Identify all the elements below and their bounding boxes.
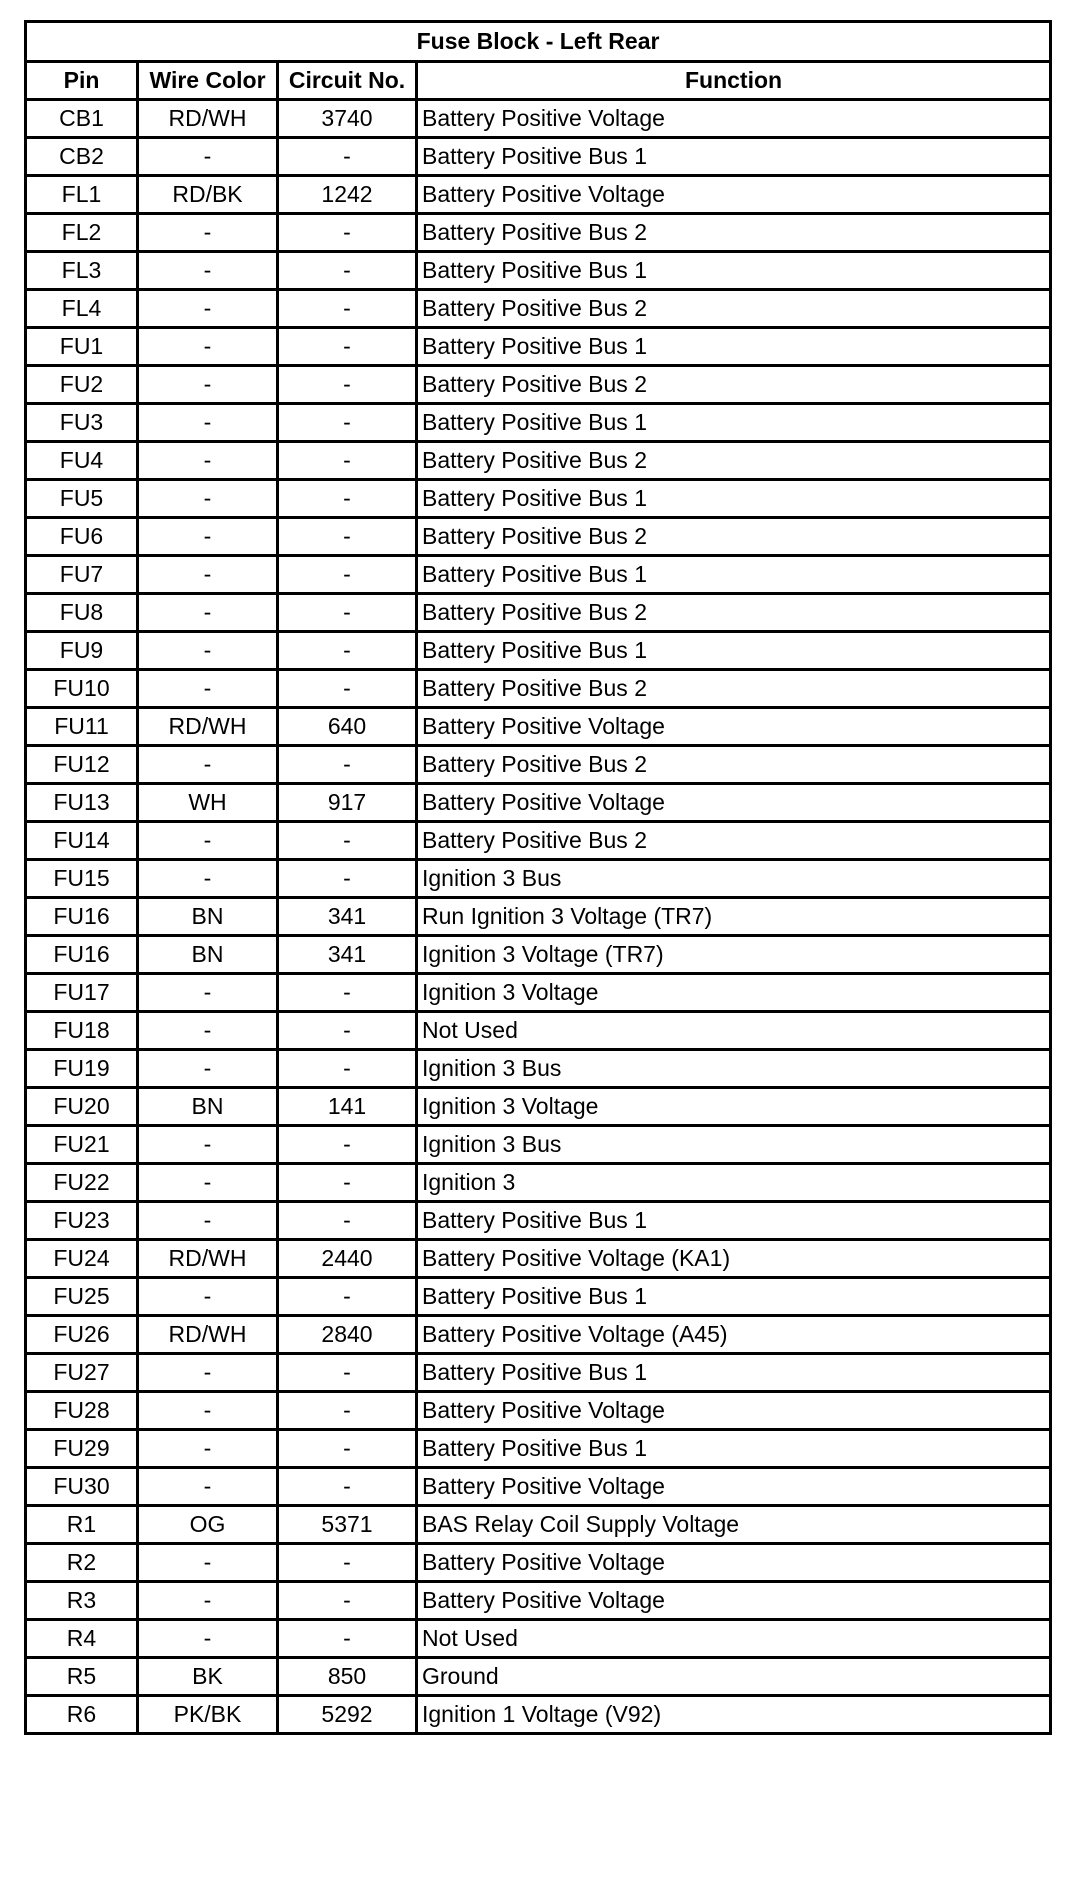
table-row: [26, 1582, 1051, 1620]
pin-cell: CB1: [26, 100, 138, 138]
function-cell: Ignition 3 Bus: [417, 1050, 1051, 1088]
circuit-no-cell: 341: [278, 898, 417, 936]
document-page: [24, 20, 1049, 1735]
pin-cell: FU25: [26, 1278, 138, 1316]
pin-cell: FU21: [26, 1126, 138, 1164]
pin-cell: FU15: [26, 860, 138, 898]
function-cell: Battery Positive Bus 2: [417, 290, 1051, 328]
table-row: [26, 1126, 1051, 1164]
pin-cell: FU2: [26, 366, 138, 404]
pin-cell: FU11: [26, 708, 138, 746]
table-row: [26, 1620, 1051, 1658]
wire-color-cell: -: [138, 1202, 278, 1240]
function-cell: Battery Positive Bus 2: [417, 366, 1051, 404]
wire-color-cell: -: [138, 1012, 278, 1050]
function-cell: Battery Positive Bus 2: [417, 442, 1051, 480]
function-cell: Battery Positive Bus 2: [417, 670, 1051, 708]
function-cell: BAS Relay Coil Supply Voltage: [417, 1506, 1051, 1544]
table-row: [26, 214, 1051, 252]
table-row: [26, 1696, 1051, 1734]
wire-color-cell: RD/WH: [138, 708, 278, 746]
table-row: [26, 556, 1051, 594]
function-cell: Battery Positive Voltage: [417, 1544, 1051, 1582]
table-row: [26, 1202, 1051, 1240]
wire-color-cell: RD/WH: [138, 1240, 278, 1278]
table-row: [26, 176, 1051, 214]
pin-cell: FL1: [26, 176, 138, 214]
function-cell: Ignition 3 Bus: [417, 1126, 1051, 1164]
pin-cell: R1: [26, 1506, 138, 1544]
pin-cell: R3: [26, 1582, 138, 1620]
circuit-no-cell: -: [278, 1278, 417, 1316]
column-header-pin: Pin: [26, 62, 138, 100]
fuse-block-table: [24, 20, 1052, 1735]
table-row: [26, 746, 1051, 784]
wire-color-cell: -: [138, 556, 278, 594]
function-cell: Battery Positive Voltage: [417, 708, 1051, 746]
table-row: [26, 594, 1051, 632]
circuit-no-cell: -: [278, 328, 417, 366]
pin-cell: FU18: [26, 1012, 138, 1050]
circuit-no-cell: -: [278, 1392, 417, 1430]
wire-color-cell: -: [138, 670, 278, 708]
column-header-circuit-no: Circuit No.: [278, 62, 417, 100]
circuit-no-cell: -: [278, 860, 417, 898]
circuit-no-cell: -: [278, 746, 417, 784]
table-row: [26, 1354, 1051, 1392]
circuit-no-cell: -: [278, 518, 417, 556]
wire-color-cell: -: [138, 138, 278, 176]
pin-cell: FU3: [26, 404, 138, 442]
pin-cell: FU16: [26, 898, 138, 936]
pin-cell: FU1: [26, 328, 138, 366]
pin-cell: FU16: [26, 936, 138, 974]
table-row: [26, 252, 1051, 290]
function-cell: Ground: [417, 1658, 1051, 1696]
table-row: [26, 1050, 1051, 1088]
table-row: [26, 442, 1051, 480]
circuit-no-cell: -: [278, 442, 417, 480]
function-cell: Battery Positive Bus 1: [417, 1354, 1051, 1392]
function-cell: Run Ignition 3 Voltage (TR7): [417, 898, 1051, 936]
table-title: Fuse Block - Left Rear: [26, 22, 1051, 62]
function-cell: Battery Positive Voltage: [417, 784, 1051, 822]
table-row: [26, 822, 1051, 860]
circuit-no-cell: -: [278, 556, 417, 594]
circuit-no-cell: -: [278, 1430, 417, 1468]
function-cell: Battery Positive Voltage (A45): [417, 1316, 1051, 1354]
table-row: [26, 1164, 1051, 1202]
function-cell: Battery Positive Bus 1: [417, 632, 1051, 670]
circuit-no-cell: 3740: [278, 100, 417, 138]
wire-color-cell: -: [138, 860, 278, 898]
wire-color-cell: -: [138, 1164, 278, 1202]
wire-color-cell: RD/WH: [138, 1316, 278, 1354]
wire-color-cell: -: [138, 1126, 278, 1164]
pin-cell: FU6: [26, 518, 138, 556]
circuit-no-cell: 5371: [278, 1506, 417, 1544]
function-cell: Battery Positive Bus 1: [417, 480, 1051, 518]
table-row: [26, 1012, 1051, 1050]
function-cell: Battery Positive Bus 1: [417, 1278, 1051, 1316]
circuit-no-cell: -: [278, 138, 417, 176]
circuit-no-cell: -: [278, 1012, 417, 1050]
wire-color-cell: -: [138, 442, 278, 480]
table-row: [26, 100, 1051, 138]
pin-cell: FU30: [26, 1468, 138, 1506]
table-row: [26, 1088, 1051, 1126]
circuit-no-cell: -: [278, 594, 417, 632]
pin-cell: FU27: [26, 1354, 138, 1392]
table-row: [26, 1430, 1051, 1468]
table-row: [26, 138, 1051, 176]
table-body: [26, 100, 1051, 1734]
pin-cell: R2: [26, 1544, 138, 1582]
pin-cell: R4: [26, 1620, 138, 1658]
function-cell: Battery Positive Bus 2: [417, 822, 1051, 860]
table-row: [26, 1658, 1051, 1696]
function-cell: Ignition 3 Bus: [417, 860, 1051, 898]
circuit-no-cell: 640: [278, 708, 417, 746]
wire-color-cell: -: [138, 404, 278, 442]
table-row: [26, 708, 1051, 746]
wire-color-cell: -: [138, 1354, 278, 1392]
function-cell: Battery Positive Bus 1: [417, 252, 1051, 290]
function-cell: Battery Positive Bus 2: [417, 594, 1051, 632]
wire-color-cell: -: [138, 252, 278, 290]
function-cell: Ignition 3 Voltage: [417, 1088, 1051, 1126]
column-header-function: Function: [417, 62, 1051, 100]
pin-cell: FL2: [26, 214, 138, 252]
table-row: [26, 290, 1051, 328]
wire-color-cell: -: [138, 214, 278, 252]
table-row: [26, 1240, 1051, 1278]
pin-cell: FL3: [26, 252, 138, 290]
table-row: [26, 1506, 1051, 1544]
circuit-no-cell: -: [278, 1544, 417, 1582]
wire-color-cell: -: [138, 1430, 278, 1468]
circuit-no-cell: -: [278, 1126, 417, 1164]
wire-color-cell: -: [138, 1050, 278, 1088]
wire-color-cell: -: [138, 518, 278, 556]
wire-color-cell: -: [138, 290, 278, 328]
table-row: [26, 404, 1051, 442]
wire-color-cell: BN: [138, 936, 278, 974]
circuit-no-cell: -: [278, 632, 417, 670]
function-cell: Ignition 3 Voltage (TR7): [417, 936, 1051, 974]
function-cell: Not Used: [417, 1620, 1051, 1658]
circuit-no-cell: 141: [278, 1088, 417, 1126]
function-cell: Battery Positive Bus 2: [417, 518, 1051, 556]
column-header-wire-color: Wire Color: [138, 62, 278, 100]
table-row: [26, 1468, 1051, 1506]
wire-color-cell: -: [138, 1278, 278, 1316]
function-cell: Battery Positive Bus 1: [417, 556, 1051, 594]
function-cell: Battery Positive Bus 1: [417, 1430, 1051, 1468]
pin-cell: FU9: [26, 632, 138, 670]
circuit-no-cell: -: [278, 1582, 417, 1620]
wire-color-cell: -: [138, 1620, 278, 1658]
circuit-no-cell: -: [278, 1050, 417, 1088]
table-title-row: [26, 22, 1051, 62]
pin-cell: FU17: [26, 974, 138, 1012]
wire-color-cell: PK/BK: [138, 1696, 278, 1734]
pin-cell: FU12: [26, 746, 138, 784]
circuit-no-cell: -: [278, 974, 417, 1012]
table-row: [26, 1278, 1051, 1316]
table-row: [26, 898, 1051, 936]
table-row: [26, 1316, 1051, 1354]
table-row: [26, 366, 1051, 404]
circuit-no-cell: 850: [278, 1658, 417, 1696]
table-row: [26, 518, 1051, 556]
function-cell: Battery Positive Bus 1: [417, 1202, 1051, 1240]
wire-color-cell: -: [138, 328, 278, 366]
pin-cell: FU7: [26, 556, 138, 594]
pin-cell: R5: [26, 1658, 138, 1696]
circuit-no-cell: 2840: [278, 1316, 417, 1354]
function-cell: Battery Positive Voltage: [417, 100, 1051, 138]
function-cell: Ignition 3 Voltage: [417, 974, 1051, 1012]
table-row: [26, 974, 1051, 1012]
circuit-no-cell: 341: [278, 936, 417, 974]
wire-color-cell: RD/WH: [138, 100, 278, 138]
table-header-row: [26, 62, 1051, 100]
pin-cell: FU20: [26, 1088, 138, 1126]
circuit-no-cell: -: [278, 404, 417, 442]
wire-color-cell: -: [138, 1468, 278, 1506]
pin-cell: FU28: [26, 1392, 138, 1430]
function-cell: Ignition 1 Voltage (V92): [417, 1696, 1051, 1734]
function-cell: Battery Positive Bus 1: [417, 138, 1051, 176]
table-row: [26, 1392, 1051, 1430]
wire-color-cell: -: [138, 746, 278, 784]
wire-color-cell: BN: [138, 898, 278, 936]
function-cell: Battery Positive Voltage (KA1): [417, 1240, 1051, 1278]
wire-color-cell: -: [138, 366, 278, 404]
table-row: [26, 328, 1051, 366]
circuit-no-cell: -: [278, 1202, 417, 1240]
wire-color-cell: -: [138, 822, 278, 860]
pin-cell: FU8: [26, 594, 138, 632]
pin-cell: FU13: [26, 784, 138, 822]
circuit-no-cell: -: [278, 1620, 417, 1658]
function-cell: Battery Positive Voltage: [417, 176, 1051, 214]
circuit-no-cell: -: [278, 1354, 417, 1392]
wire-color-cell: -: [138, 1544, 278, 1582]
wire-color-cell: -: [138, 1582, 278, 1620]
wire-color-cell: OG: [138, 1506, 278, 1544]
circuit-no-cell: 1242: [278, 176, 417, 214]
circuit-no-cell: -: [278, 1468, 417, 1506]
wire-color-cell: -: [138, 974, 278, 1012]
pin-cell: R6: [26, 1696, 138, 1734]
wire-color-cell: -: [138, 1392, 278, 1430]
table-row: [26, 670, 1051, 708]
wire-color-cell: BN: [138, 1088, 278, 1126]
pin-cell: CB2: [26, 138, 138, 176]
pin-cell: FU22: [26, 1164, 138, 1202]
pin-cell: FU5: [26, 480, 138, 518]
wire-color-cell: -: [138, 632, 278, 670]
circuit-no-cell: -: [278, 1164, 417, 1202]
table-row: [26, 936, 1051, 974]
wire-color-cell: WH: [138, 784, 278, 822]
circuit-no-cell: -: [278, 290, 417, 328]
circuit-no-cell: -: [278, 214, 417, 252]
pin-cell: FU29: [26, 1430, 138, 1468]
function-cell: Battery Positive Voltage: [417, 1582, 1051, 1620]
circuit-no-cell: -: [278, 252, 417, 290]
table-row: [26, 632, 1051, 670]
function-cell: Battery Positive Bus 1: [417, 404, 1051, 442]
pin-cell: FU4: [26, 442, 138, 480]
wire-color-cell: -: [138, 594, 278, 632]
function-cell: Ignition 3: [417, 1164, 1051, 1202]
circuit-no-cell: -: [278, 366, 417, 404]
pin-cell: FU19: [26, 1050, 138, 1088]
pin-cell: FU23: [26, 1202, 138, 1240]
function-cell: Not Used: [417, 1012, 1051, 1050]
wire-color-cell: RD/BK: [138, 176, 278, 214]
function-cell: Battery Positive Voltage: [417, 1392, 1051, 1430]
function-cell: Battery Positive Bus 2: [417, 214, 1051, 252]
circuit-no-cell: -: [278, 822, 417, 860]
wire-color-cell: -: [138, 480, 278, 518]
pin-cell: FU10: [26, 670, 138, 708]
circuit-no-cell: 917: [278, 784, 417, 822]
function-cell: Battery Positive Bus 1: [417, 328, 1051, 366]
function-cell: Battery Positive Voltage: [417, 1468, 1051, 1506]
circuit-no-cell: 2440: [278, 1240, 417, 1278]
function-cell: Battery Positive Bus 2: [417, 746, 1051, 784]
table-row: [26, 784, 1051, 822]
circuit-no-cell: -: [278, 670, 417, 708]
pin-cell: FU24: [26, 1240, 138, 1278]
circuit-no-cell: -: [278, 480, 417, 518]
table-row: [26, 860, 1051, 898]
pin-cell: FL4: [26, 290, 138, 328]
pin-cell: FU14: [26, 822, 138, 860]
table-row: [26, 480, 1051, 518]
circuit-no-cell: 5292: [278, 1696, 417, 1734]
pin-cell: FU26: [26, 1316, 138, 1354]
table-row: [26, 1544, 1051, 1582]
wire-color-cell: BK: [138, 1658, 278, 1696]
